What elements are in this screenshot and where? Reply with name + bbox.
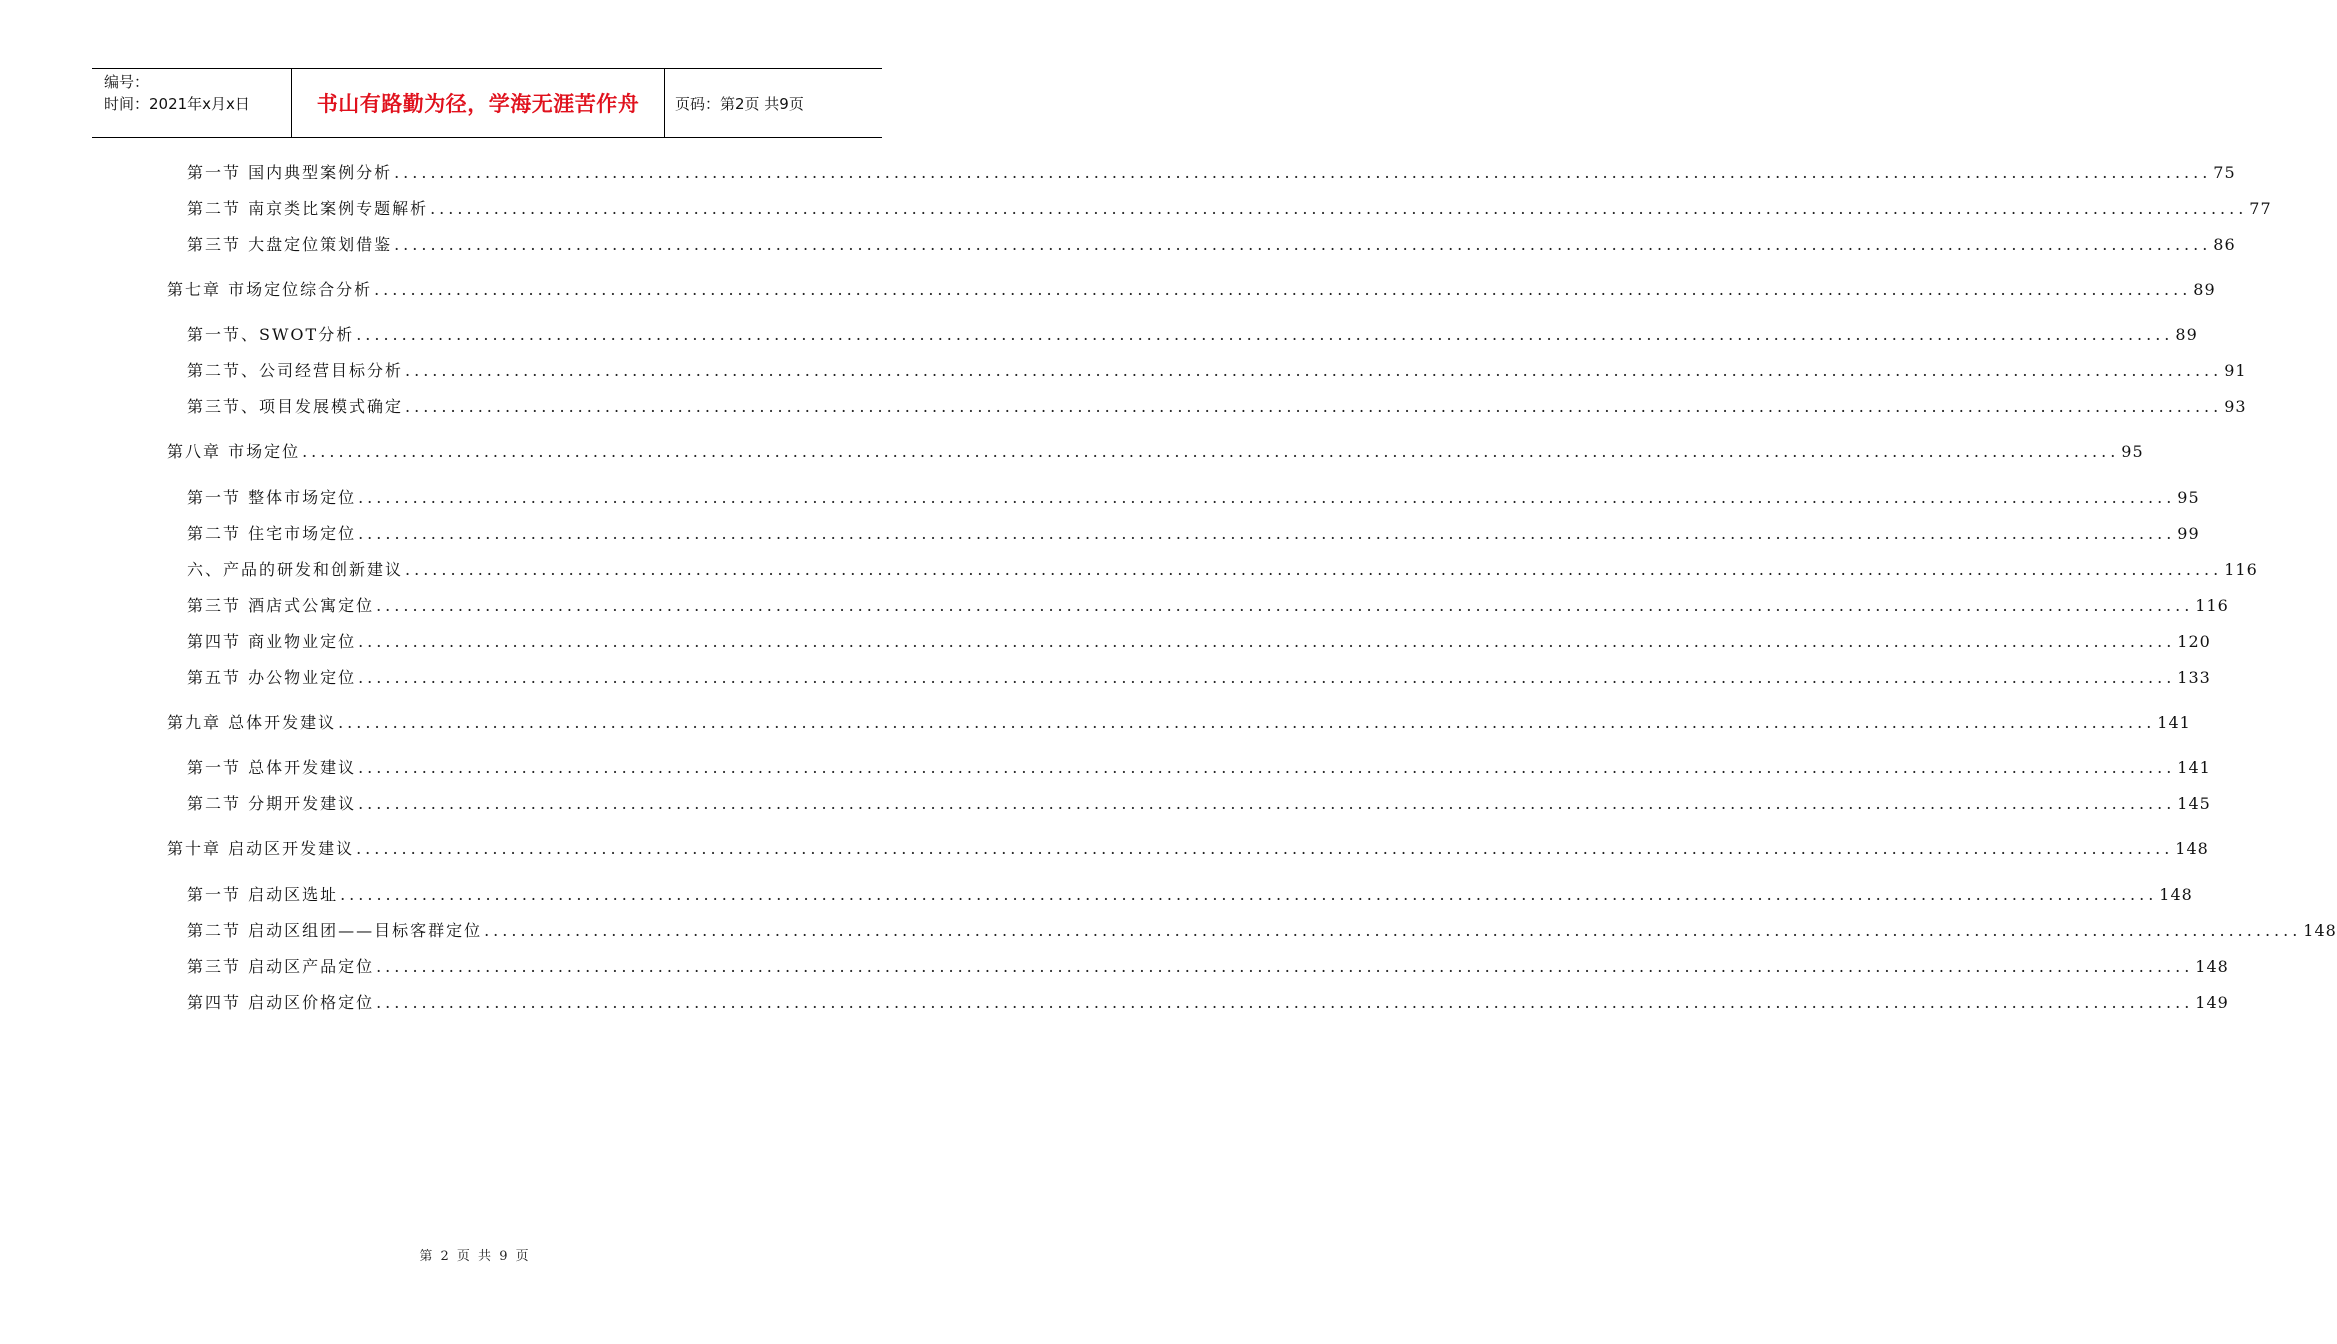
toc-section-entry	[187, 918, 2337, 944]
toc-section-entry	[187, 954, 2229, 980]
toc-leader-dots: ........................................................................................................................................................................................................	[374, 280, 2192, 299]
toc-chapter-entry	[167, 710, 2191, 736]
toc-leader-dots: ........................................................................................................................................................................................................	[358, 794, 2176, 813]
toc-section-entry	[187, 791, 2211, 817]
toc-leader-dots: ........................................................................................................................................................................................................	[356, 325, 2174, 344]
toc-section-entry	[187, 665, 2211, 691]
toc-leader-dots: ........................................................................................................................................................................................................	[356, 839, 2174, 858]
toc-leader-dots: ........................................................................................................................................................................................................	[394, 235, 2212, 254]
toc-entry-title: 第三节 大盘定位策划借鉴	[187, 235, 393, 254]
toc-leader-dots: ........................................................................................................................................................................................................	[376, 596, 2194, 615]
toc-entry-page: 93	[2224, 397, 2247, 416]
toc-entry-title: 第二节 分期开发建议	[187, 794, 357, 813]
toc-leader-dots: ........................................................................................................................................................................................................	[376, 993, 2194, 1012]
toc-entry-title: 第一节 启动区选址	[187, 885, 339, 904]
toc-section-entry	[187, 882, 2193, 908]
toc-entry-page: 116	[2224, 560, 2258, 579]
toc-entry-page: 148	[2195, 957, 2229, 976]
toc-entry-page: 91	[2224, 361, 2247, 380]
toc-entry-title: 第三节 启动区产品定位	[187, 957, 375, 976]
toc-entry-title: 六、产品的研发和创新建议	[187, 560, 404, 579]
toc-chapter-entry	[167, 277, 2216, 303]
toc-leader-dots: ........................................................................................................................................................................................................	[358, 524, 2176, 543]
toc-section-entry	[187, 160, 2236, 186]
toc-entry-title: 第二节 启动区组团——目标客群定位	[187, 921, 483, 940]
toc-entry-title: 第一节、SWOT分析	[187, 325, 355, 344]
toc-section-entry	[187, 394, 2247, 420]
toc-entry-title: 第一节 总体开发建议	[187, 758, 357, 777]
toc-entry-title: 第八章 市场定位	[167, 442, 301, 461]
toc-entry-title: 第一节 整体市场定位	[187, 488, 357, 507]
toc-entry-page: 77	[2249, 199, 2272, 218]
toc-section-entry	[187, 196, 2272, 222]
toc-section-entry	[187, 557, 2258, 583]
toc-entry-title: 第四节 启动区价格定位	[187, 993, 375, 1012]
toc-leader-dots: ........................................................................................................................................................................................................	[358, 758, 2176, 777]
toc-leader-dots: ........................................................................................................................................................................................................	[394, 163, 2212, 182]
toc-entry-page: 148	[2175, 839, 2209, 858]
document-number-label: 编号：	[104, 73, 150, 91]
toc-entry-page: 86	[2213, 235, 2236, 254]
toc-chapter-entry	[167, 836, 2209, 862]
toc-leader-dots: ........................................................................................................................................................................................................	[484, 921, 2302, 940]
toc-entry-page: 148	[2303, 921, 2337, 940]
toc-entry-title: 第四节 商业物业定位	[187, 632, 357, 651]
toc-section-entry	[187, 485, 2200, 511]
toc-leader-dots: ........................................................................................................................................................................................................	[405, 560, 2223, 579]
toc-entry-page: 145	[2177, 794, 2211, 813]
toc-leader-dots: ........................................................................................................................................................................................................	[358, 632, 2176, 651]
toc-entry-title: 第七章 市场定位综合分析	[167, 280, 373, 299]
toc-entry-page: 149	[2195, 993, 2229, 1012]
toc-section-entry	[187, 521, 2200, 547]
toc-entry-title: 第五节 办公物业定位	[187, 668, 357, 687]
toc-leader-dots: ........................................................................................................................................................................................................	[358, 488, 2176, 507]
header-motto: 书山有路勤为径，学海无涯苦作舟	[316, 92, 640, 116]
toc-entry-title: 第十章 启动区开发建议	[167, 839, 355, 858]
toc-entry-page: 116	[2195, 596, 2229, 615]
toc-chapter-entry	[167, 439, 2144, 465]
toc-leader-dots: ........................................................................................................................................................................................................	[302, 442, 2120, 461]
toc-entry-title: 第二节、公司经营目标分析	[187, 361, 404, 380]
toc-entry-title: 第一节 国内典型案例分析	[187, 163, 393, 182]
header-page-code: 页码：第2页 共9页	[675, 94, 804, 113]
toc-entry-page: 95	[2121, 442, 2144, 461]
toc-leader-dots: ........................................................................................................................................................................................................	[376, 957, 2194, 976]
toc-section-entry	[187, 629, 2211, 655]
toc-section-entry	[187, 322, 2198, 348]
toc-entry-page: 99	[2177, 524, 2200, 543]
toc-leader-dots: ........................................................................................................................................................................................................	[340, 885, 2158, 904]
toc-section-entry	[187, 232, 2236, 258]
toc-entry-page: 75	[2213, 163, 2236, 182]
page-footer: 第 2 页 共 9 页	[419, 1249, 531, 1264]
toc-entry-page: 133	[2177, 668, 2211, 687]
toc-section-entry	[187, 593, 2229, 619]
toc-entry-page: 120	[2177, 632, 2211, 651]
toc-entry-page: 148	[2159, 885, 2193, 904]
document-time: 时间：2021年x月x日	[104, 95, 250, 113]
toc-leader-dots: ........................................................................................................................................................................................................	[430, 199, 2248, 218]
toc-entry-title: 第二节 南京类比案例专题解析	[187, 199, 429, 218]
toc-entry-page: 95	[2177, 488, 2200, 507]
toc-leader-dots: ........................................................................................................................................................................................................	[338, 713, 2156, 732]
toc-entry-page: 141	[2157, 713, 2191, 732]
toc-section-entry	[187, 358, 2247, 384]
toc-entry-title: 第三节 酒店式公寓定位	[187, 596, 375, 615]
toc-entry-page: 141	[2177, 758, 2211, 777]
toc-leader-dots: ........................................................................................................................................................................................................	[358, 668, 2176, 687]
toc-leader-dots: ........................................................................................................................................................................................................	[405, 361, 2223, 380]
toc-entry-title: 第三节、项目发展模式确定	[187, 397, 404, 416]
toc-entry-title: 第二节 住宅市场定位	[187, 524, 357, 543]
toc-section-entry	[187, 990, 2229, 1016]
toc-section-entry	[187, 755, 2211, 781]
toc-entry-page: 89	[2193, 280, 2216, 299]
toc-leader-dots: ........................................................................................................................................................................................................	[405, 397, 2223, 416]
toc-entry-page: 89	[2175, 325, 2198, 344]
toc-entry-title: 第九章 总体开发建议	[167, 713, 337, 732]
